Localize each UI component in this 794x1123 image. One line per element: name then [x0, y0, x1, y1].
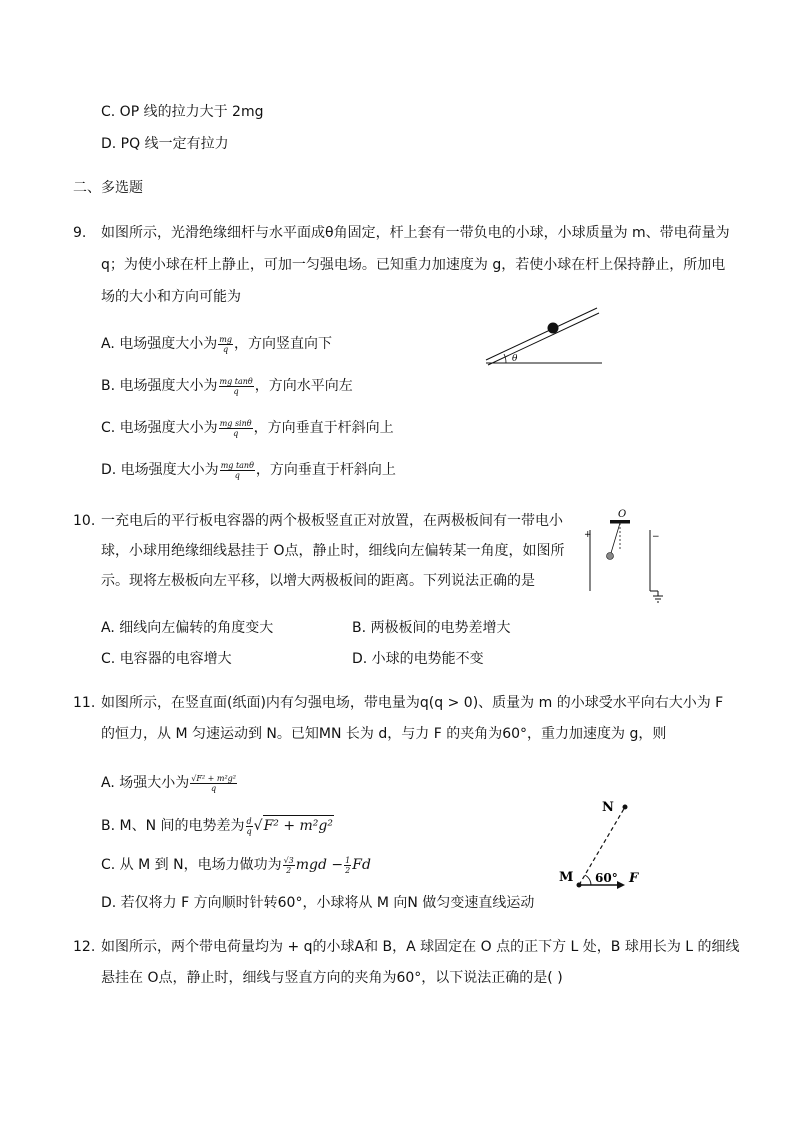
fraction: $\frac{d}{q}$ [246, 816, 252, 836]
o-label: O [618, 509, 627, 520]
q9-option-a: A. 电场强度大小为 $\frac{mg}{q}$ ，方向竖直向下 [101, 334, 332, 354]
arrow-head [617, 881, 625, 889]
q11-option-d: D. 若仅将力 F 方向顺时针转60°，小球将从 M 向N 做匀变速直线运动 [101, 895, 535, 911]
minus-label: − [652, 532, 660, 542]
q11-option-c: C. 从 M 到 N，电场力做功为 $\frac{√3}{2}$ mgd − $\frac{1}{2}$ Fd [101, 855, 371, 875]
q10-stem-line1: 一充电后的平行板电容器的两个极板竖直正对放置，在两极板间有一带电小 [101, 513, 563, 529]
q10-stem-line2: 球，小球用绝缘细线悬挂于 O点，静止时，细线向左偏转某一角度，如图所 [101, 543, 565, 559]
angle-arc [504, 354, 506, 363]
thread [611, 523, 620, 553]
q11-option-a: A. 场强大小为 $\frac{\text{√F² + m²g²}}{q}$ [101, 773, 236, 793]
q9-stem-line1: 如图所示，光滑绝缘细杆与水平面成θ角固定，杆上套有一带负电的小球，小球质量为 m、带电荷量为 [101, 225, 730, 241]
q11-number: 11. [73, 695, 96, 711]
q10-stem-line3: 示。现将左极板向左平移，以增大两极板间的距离。下列说法正确的是 [101, 573, 535, 589]
charged-ball [548, 323, 559, 334]
m-label: M [559, 870, 574, 885]
q11-stem-line1: 如图所示，在竖直面(纸面)内有匀强电场，带电量为q(q > 0)、质量为 m 的小球受水平向右大小为 F [101, 695, 724, 711]
fraction: $\frac{\text{√F² + m²g²}}{q}$ [191, 773, 236, 793]
q10-capacitor-figure [578, 505, 668, 605]
q9-stem-line3: 场的大小和方向可能为 [101, 289, 241, 305]
fraction: $\frac{\text{mg tanθ}}{q}$ [219, 376, 253, 396]
plus-label: + [584, 530, 592, 540]
q10-option-a: A. 细线向左偏转的角度变大 [101, 620, 274, 636]
pendulum-ball [607, 553, 614, 560]
n-label: N [602, 800, 614, 815]
q12-number: 12. [73, 939, 96, 955]
q12-stem-line1: 如图所示，两个带电荷量均为 + q的小球A和 B，A 球固定在 O 点的正下方 L 处，B 球用长为 L 的细线 [101, 939, 740, 955]
fraction: $\frac{mg}{q}$ [219, 334, 232, 354]
fraction: $\frac{\text{mg tanθ}}{q}$ [220, 460, 254, 480]
q8-option-c: C. OP 线的拉力大于 2mg [101, 104, 264, 120]
angle-label: 60° [595, 871, 618, 885]
f-label: F [629, 871, 639, 886]
q9-stem-line2: q；为使小球在杆上静止，可加一匀强电场。已知重力加速度为 g，若使小球在杆上保持静止，所加电 [101, 257, 726, 273]
section-title: 二、多选题 [73, 180, 143, 196]
q10-option-d: D. 小球的电势能不变 [352, 651, 484, 667]
q10-number: 10. [73, 513, 96, 529]
fraction: $\frac{1}{2}$ [345, 855, 351, 875]
q11-option-b: B. M、N 间的电势差为 $\frac{d}{q}$ √F² + m²g² [101, 816, 333, 836]
rod-edge-upper [488, 313, 599, 365]
q8-option-d: D. PQ 线一定有拉力 [101, 136, 229, 152]
q9-incline-figure [480, 300, 610, 370]
q9-option-c: C. 电场强度大小为 $\frac{\text{mg sinθ}}{q}$ ，方向垂直于杆斜向上 [101, 418, 394, 438]
theta-label: θ [512, 354, 518, 364]
q11-stem-line2: 的恒力，从 M 匀速运动到 N。已知MN 长为 d，与力 F 的夹角为60°，重力加速度为 g，则 [101, 726, 667, 742]
rod-edge-lower [486, 308, 597, 360]
fraction: $\frac{\text{mg sinθ}}{q}$ [219, 418, 252, 438]
q12-stem-line2: 悬挂在 O点，静止时，细线与竖直方向的夹角为60°，以下说法正确的是( ) [101, 970, 563, 986]
q9-number: 9. [73, 225, 87, 241]
q9-option-b: B. 电场强度大小为 $\frac{\text{mg tanθ}}{q}$ ，方向水平向左 [101, 376, 353, 396]
q11-force-figure [555, 795, 655, 890]
q9-option-d: D. 电场强度大小为 $\frac{\text{mg tanθ}}{q}$ ，方向垂直于杆斜向上 [101, 460, 396, 480]
q10-option-b: B. 两极板间的电势差增大 [352, 620, 511, 636]
fraction: $\frac{√3}{2}$ [283, 855, 294, 875]
q10-option-c: C. 电容器的电容增大 [101, 651, 232, 667]
